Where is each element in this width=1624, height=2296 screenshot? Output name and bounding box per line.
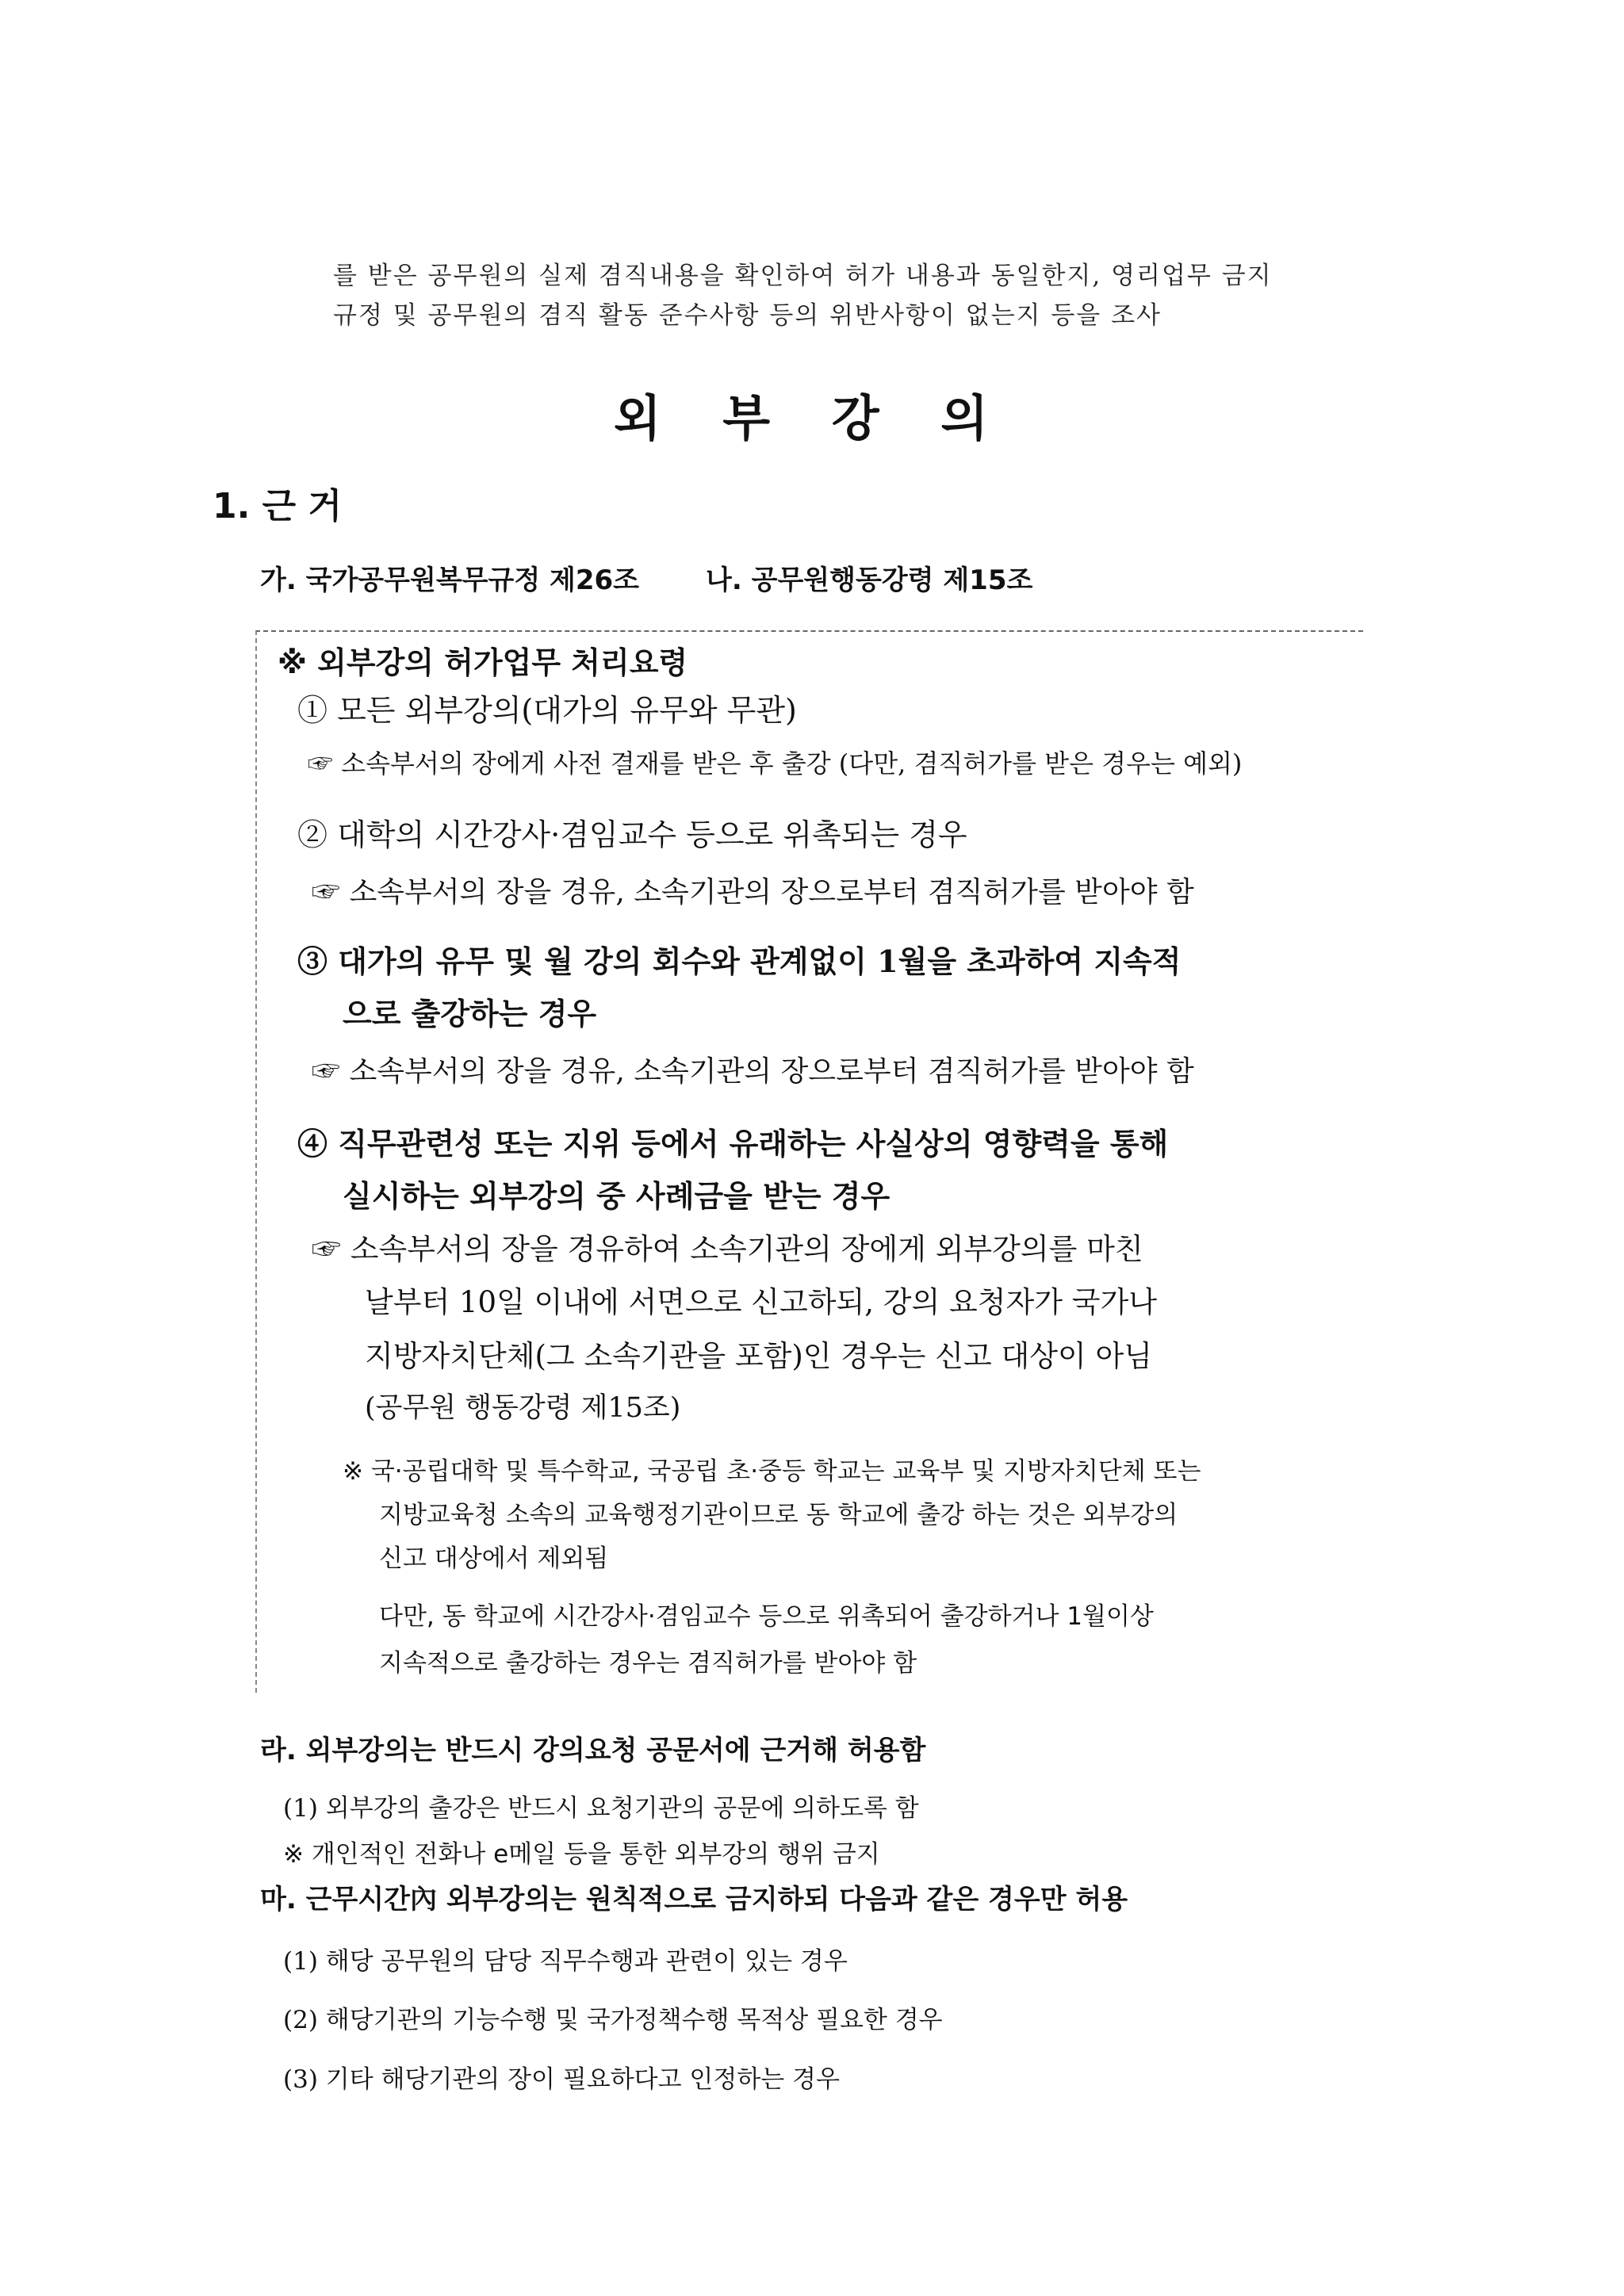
item-4-line-2: 실시하는 외부강의 중 사례금을 받는 경우 <box>343 1178 891 1214</box>
item-1: ① 모든 외부강의(대가의 유무와 무관) <box>297 693 797 728</box>
note-line-1: ※ 국·공립대학 및 특수학교, 국공립 초·중등 학교는 교육부 및 지방자치단체 또는 <box>343 1457 1201 1486</box>
note-line-2: 지방교육청 소속의 교육행정기관이므로 동 학교에 출강 하는 것은 외부강의 <box>379 1501 1178 1529</box>
intro-line-2: 규정 및 공무원의 겸직 활동 준수사항 등의 위반사항이 없는지 등을 조사 <box>333 301 1162 330</box>
box-title: ※ 외부강의 허가업무 처리요령 <box>278 645 688 680</box>
item-4-point-line-1: ☞ 소속부서의 장을 경유하여 소속기관의 장에게 외부강의를 마친 <box>312 1232 1143 1266</box>
section-ra-heading: 라. 외부강의는 반드시 강의요청 공문서에 근거해 허용함 <box>260 1735 926 1766</box>
section-1-heading: 1. 근 거 <box>213 486 342 526</box>
note-line-3: 신고 대상에서 제외됨 <box>379 1544 609 1573</box>
note-line-4: 다만, 동 학교에 시간강사·겸임교수 등으로 위촉되어 출강하거나 1월이상 <box>379 1602 1154 1631</box>
section-ma-heading: 마. 근무시간內 외부강의는 원칙적으로 금지하되 다음과 같은 경우만 허용 <box>260 1884 1128 1915</box>
item-3-point: ☞ 소속부서의 장을 경유, 소속기관의 장으로부터 겸직허가를 받아야 함 <box>312 1055 1194 1088</box>
section-ma-item-2: (2) 해당기관의 기능수행 및 국가정책수행 목적상 필요한 경우 <box>283 2006 943 2034</box>
section-ma-item-3: (3) 기타 해당기관의 장이 필요하다고 인정하는 경우 <box>283 2065 840 2094</box>
item-2: ② 대학의 시간강사·겸임교수 등으로 위촉되는 경우 <box>297 817 967 852</box>
item-3-line-1: ③ 대가의 유무 및 월 강의 회수와 관계없이 1월을 초과하여 지속적 <box>297 943 1182 979</box>
item-2-point: ☞ 소속부서의 장을 경유, 소속기관의 장으로부터 겸직허가를 받아야 함 <box>312 876 1194 909</box>
item-4-point-line-4: (공무원 행동강령 제15조) <box>365 1392 681 1424</box>
note-line-5: 지속적으로 출강하는 경우는 겸직허가를 받아야 함 <box>379 1649 917 1678</box>
item-4-point-line-3: 지방자치단체(그 소속기관을 포함)인 경우는 신고 대상이 아님 <box>365 1339 1152 1373</box>
item-3-line-2: 으로 출강하는 경우 <box>343 996 597 1031</box>
item-4-point-line-2: 날부터 10일 이내에 서면으로 신고하되, 강의 요청자가 국가나 <box>365 1285 1157 1319</box>
item-1-point: ☞ 소속부서의 장에게 사전 결재를 받은 후 출강 (다만, 겸직허가를 받은 경우는 예외) <box>308 748 1243 779</box>
intro-line-1: 를 받은 공무원의 실제 겸직내용을 확인하여 허가 내용과 동일한지, 영리업무 금지 <box>333 262 1273 290</box>
section-ra-item-1: (1) 외부강의 출강은 반드시 요청기관의 공문에 의하도록 함 <box>283 1794 919 1823</box>
section-ma-item-1: (1) 해당 공무원의 담당 직무수행과 관련이 있는 경우 <box>283 1947 848 1976</box>
page-title: 외 부 강 의 <box>613 389 1011 447</box>
section-ra-note: ※ 개인적인 전화나 e메일 등을 통한 외부강의 행위 금지 <box>283 1840 880 1869</box>
reference-b: 나. 공무원행동강령 제15조 <box>706 564 1033 596</box>
item-4-line-1: ④ 직무관련성 또는 지위 등에서 유래하는 사실상의 영향력을 통해 <box>297 1126 1169 1161</box>
reference-a: 가. 국가공무원복무규정 제26조 <box>260 564 640 596</box>
